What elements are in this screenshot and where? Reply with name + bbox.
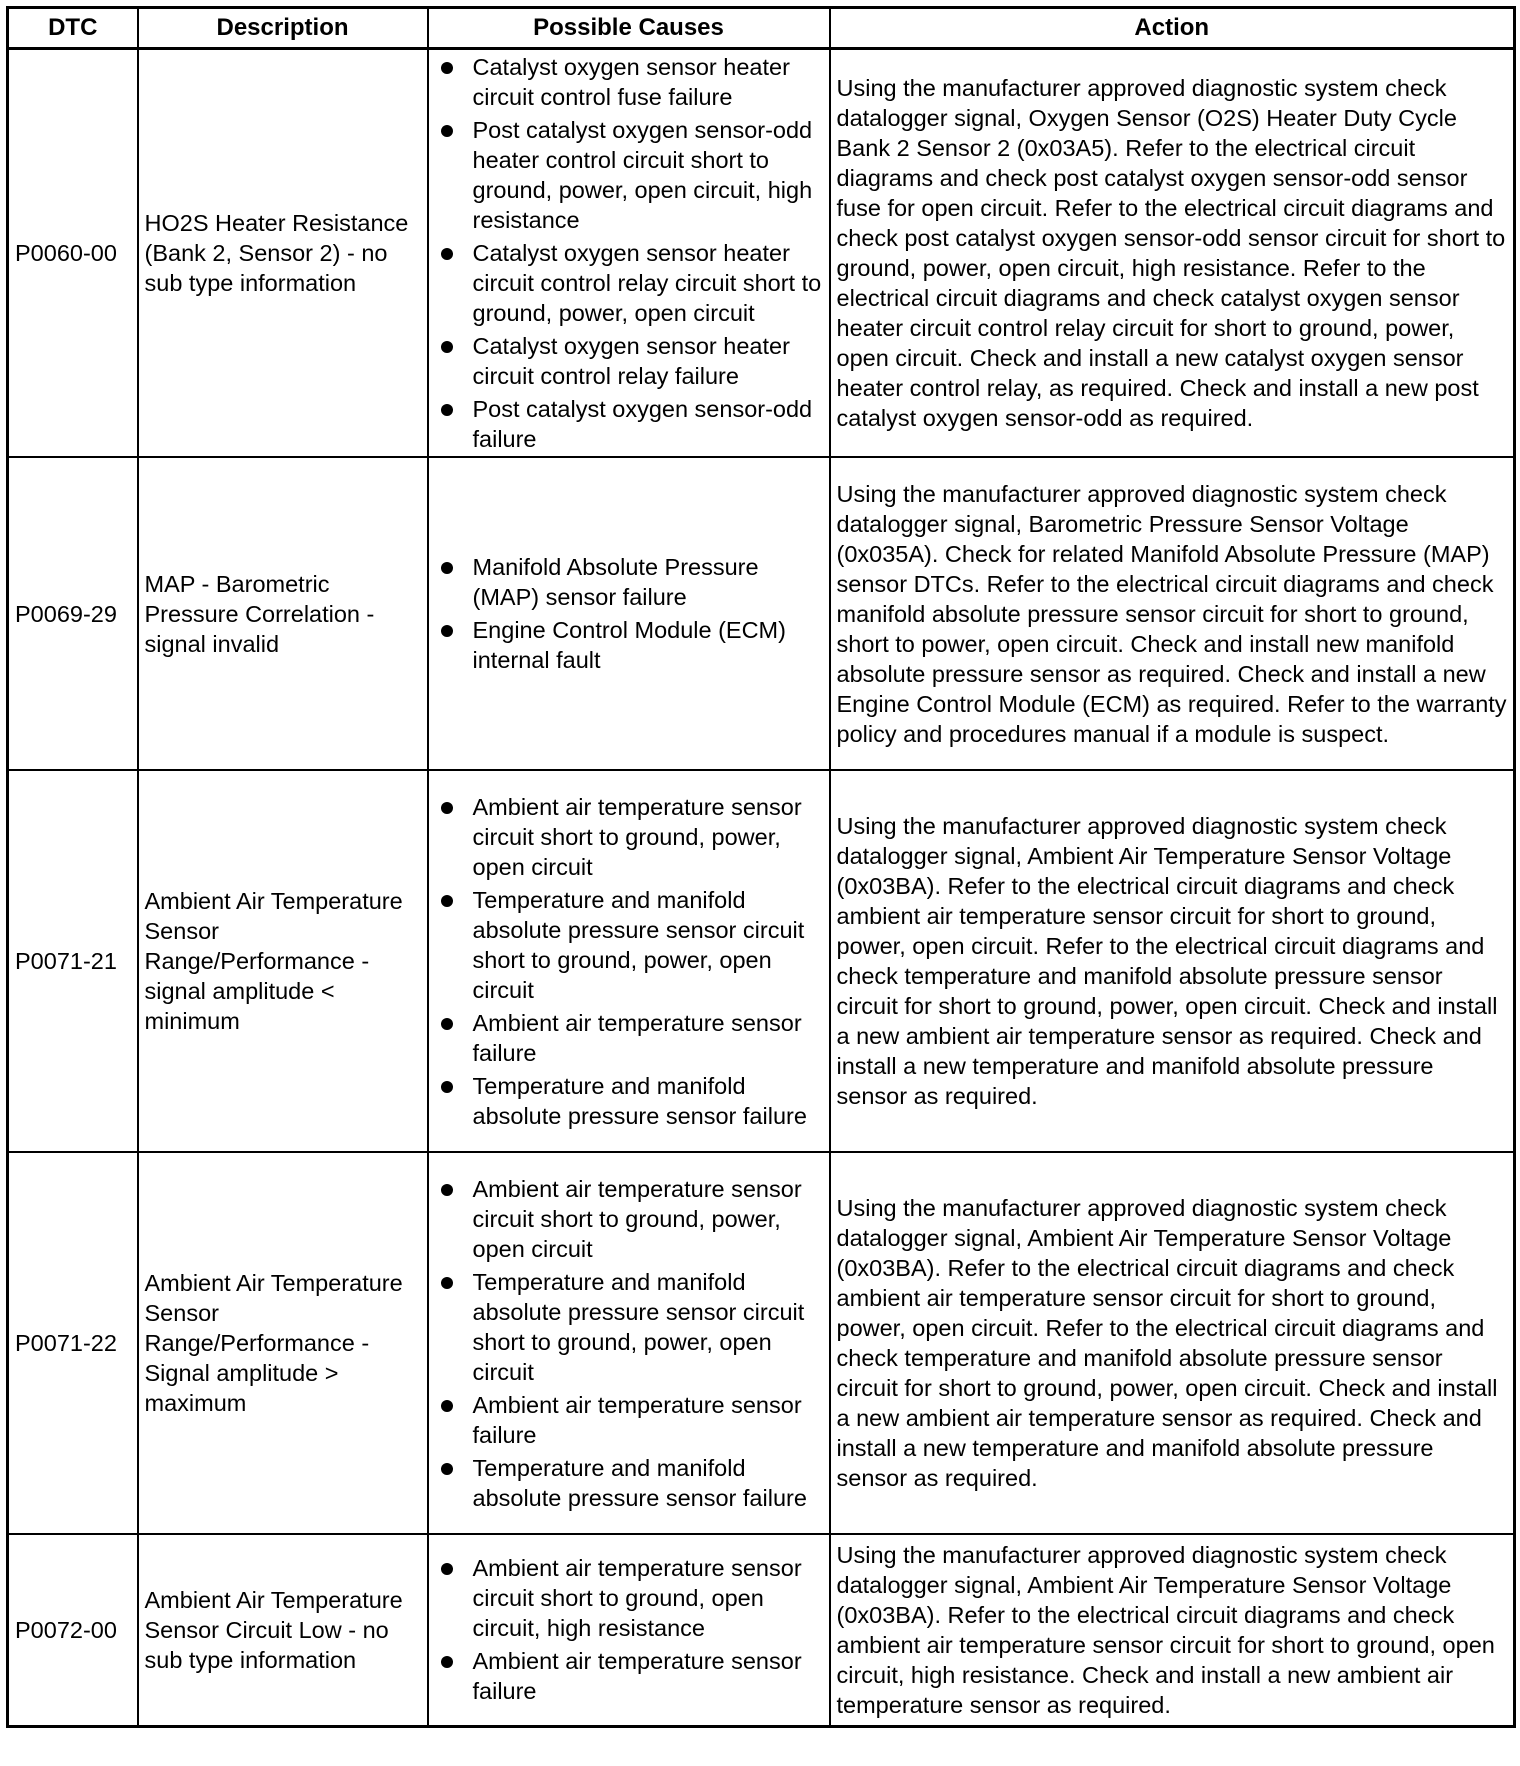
possible-causes <box>428 770 830 1152</box>
cause-item <box>435 1008 823 1068</box>
dtc-code: P0072-00 <box>8 1534 138 1726</box>
action-text: Using the manufacturer approved diagnostic system check datalogger signal, Ambient Air Temperature Sensor Voltage (0x03BA). Refer to the electrical circuit diagrams and check ambient air temperature sensor circuit for short to ground, open circuit, high resistance. Check and install a new ambient air temperature sensor as required. <box>830 1534 1515 1726</box>
dtc-code: P0071-22 <box>8 1152 138 1534</box>
cause-item <box>435 615 823 675</box>
cause-text: Catalyst oxygen sensor heater circuit control fuse failure <box>472 54 790 110</box>
bullet-icon <box>441 802 453 814</box>
causes-list <box>435 792 823 1131</box>
header-description: Description <box>138 8 428 49</box>
dtc-description: Ambient Air Temperature Sensor Range/Performance -Signal amplitude > maximum <box>138 1152 428 1534</box>
cause-item <box>435 394 823 454</box>
cause-item <box>435 331 823 391</box>
bullet-icon <box>441 125 453 137</box>
cause-text: Ambient air temperature sensor circuit short to ground, power, open circuit <box>472 793 802 880</box>
bullet-icon <box>441 1563 453 1575</box>
causes-list <box>435 1553 823 1706</box>
dtc-description: HO2S Heater Resistance (Bank 2, Sensor 2) - no sub type information <box>138 49 428 458</box>
dtc-description: Ambient Air Temperature Sensor Circuit Low - no sub type information <box>138 1534 428 1726</box>
cause-item <box>435 1646 823 1706</box>
possible-causes <box>428 457 830 770</box>
cause-item <box>435 1071 823 1131</box>
action-text: Using the manufacturer approved diagnostic system check datalogger signal, Barometric Pressure Sensor Voltage (0x035A). Check for related Manifold Absolute Pressure (MAP) sensor DTCs. Refer to the electrical circuit diagrams and check manifold absolute pressure sensor circuit for short to ground, short to power, open circuit. Check and install new manifold absolute pressure sensor as required. Check and install a new Engine Control Module (ECM) as required. Refer to the warranty policy and procedures manual if a module is suspect. <box>830 457 1515 770</box>
action-text: Using the manufacturer approved diagnostic system check datalogger signal, Ambient Air Temperature Sensor Voltage (0x03BA). Refer to the electrical circuit diagrams and check ambient air temperature sensor circuit for short to ground, power, open circuit. Refer to the electrical circuit diagrams and check temperature and manifold absolute pressure sensor circuit for short to ground, power, open circuit. Check and install a new ambient air temperature sensor as required. Check and install a new temperature and manifold absolute pressure sensor as required. <box>830 1152 1515 1534</box>
header-dtc: DTC <box>8 8 138 49</box>
bullet-icon <box>441 1081 453 1093</box>
cause-text: Catalyst oxygen sensor heater circuit control relay circuit short to ground, power, open circuit <box>472 240 822 326</box>
table-row <box>8 1534 1515 1726</box>
bullet-icon <box>441 404 453 416</box>
dtc-code: P0071-21 <box>8 770 138 1152</box>
possible-causes <box>428 1152 830 1534</box>
possible-causes <box>428 49 830 458</box>
table-row <box>8 49 1515 458</box>
cause-text: Temperature and manifold absolute pressure sensor failure <box>472 1454 807 1511</box>
dtc-description: Ambient Air Temperature Sensor Range/Performance - signal amplitude < minimum <box>138 770 428 1152</box>
cause-text: Temperature and manifold absolute pressure sensor failure <box>472 1072 807 1129</box>
dtc-code: P0060-00 <box>8 49 138 458</box>
cause-text: Post catalyst oxygen sensor-odd heater control circuit short to ground, power, open circuit, high resistance <box>472 117 813 233</box>
header-row <box>8 8 1515 49</box>
cause-text: Temperature and manifold absolute pressure sensor circuit short to ground, power, open circuit <box>472 886 805 1003</box>
cause-text: Post catalyst oxygen sensor-odd failure <box>472 396 813 452</box>
cause-item <box>435 1453 823 1513</box>
action-text: Using the manufacturer approved diagnostic system check datalogger signal, Ambient Air Temperature Sensor Voltage (0x03BA). Refer to the electrical circuit diagrams and check ambient air temperature sensor circuit for short to ground, power, open circuit. Refer to the electrical circuit diagrams and check temperature and manifold absolute pressure sensor circuit for short to ground, power, open circuit. Check and install a new ambient air temperature sensor as required. Check and install a new temperature and manifold absolute pressure sensor as required. <box>830 770 1515 1152</box>
cause-item <box>435 1174 823 1264</box>
action-text: Using the manufacturer approved diagnostic system check datalogger signal, Oxygen Sensor (O2S) Heater Duty Cycle Bank 2 Sensor 2 (0x03A5). Refer to the electrical circuit diagrams and check post catalyst oxygen sensor-odd sensor fuse for open circuit. Refer to the electrical circuit diagrams and check post catalyst oxygen sensor-odd sensor circuit for short to ground, power, open circuit, high resistance. Refer to the electrical circuit diagrams and check catalyst oxygen sensor heater circuit control relay circuit for short to ground, power, open circuit. Check and install a new catalyst oxygen sensor heater control relay, as required. Check and install a new post catalyst oxygen sensor-odd as required. <box>830 49 1515 458</box>
cause-item <box>435 1390 823 1450</box>
header-possible-causes: Possible Causes <box>428 8 830 49</box>
bullet-icon <box>441 1656 453 1668</box>
bullet-icon <box>441 1018 453 1030</box>
cause-item <box>435 885 823 1005</box>
cause-text: Ambient air temperature sensor failure <box>472 1391 802 1448</box>
cause-text: Manifold Absolute Pressure (MAP) sensor failure <box>472 554 759 610</box>
cause-text: Ambient air temperature sensor circuit short to ground, open circuit, high resistance <box>472 1555 802 1642</box>
table-row <box>8 1152 1515 1534</box>
cause-item <box>435 792 823 882</box>
cause-text: Catalyst oxygen sensor heater circuit control relay failure <box>472 333 790 389</box>
cause-item <box>435 1553 823 1643</box>
cause-item <box>435 1267 823 1387</box>
possible-causes <box>428 1534 830 1726</box>
dtc-description: MAP - Barometric Pressure Correlation - signal invalid <box>138 457 428 770</box>
header-action: Action <box>830 8 1515 49</box>
cause-text: Ambient air temperature sensor failure <box>472 1009 802 1066</box>
bullet-icon <box>441 1400 453 1412</box>
dtc-table <box>6 6 1516 1728</box>
bullet-icon <box>441 562 453 574</box>
table-row <box>8 457 1515 770</box>
cause-text: Temperature and manifold absolute pressure sensor circuit short to ground, power, open circuit <box>472 1268 805 1385</box>
bullet-icon <box>441 1184 453 1196</box>
cause-text: Ambient air temperature sensor circuit short to ground, power, open circuit <box>472 1175 802 1262</box>
dtc-code: P0069-29 <box>8 457 138 770</box>
bullet-icon <box>441 895 453 907</box>
cause-item <box>435 552 823 612</box>
bullet-icon <box>441 1277 453 1289</box>
cause-item <box>435 115 823 235</box>
cause-item <box>435 238 823 328</box>
bullet-icon <box>441 341 453 353</box>
cause-item <box>435 52 823 112</box>
causes-list <box>435 1174 823 1513</box>
causes-list <box>435 52 823 454</box>
table-row <box>8 770 1515 1152</box>
cause-text: Engine Control Module (ECM) internal fault <box>472 617 786 673</box>
cause-text: Ambient air temperature sensor failure <box>472 1648 802 1705</box>
causes-list <box>435 552 823 675</box>
bullet-icon <box>441 1463 453 1475</box>
bullet-icon <box>441 248 453 260</box>
bullet-icon <box>441 62 453 74</box>
bullet-icon <box>441 625 453 637</box>
